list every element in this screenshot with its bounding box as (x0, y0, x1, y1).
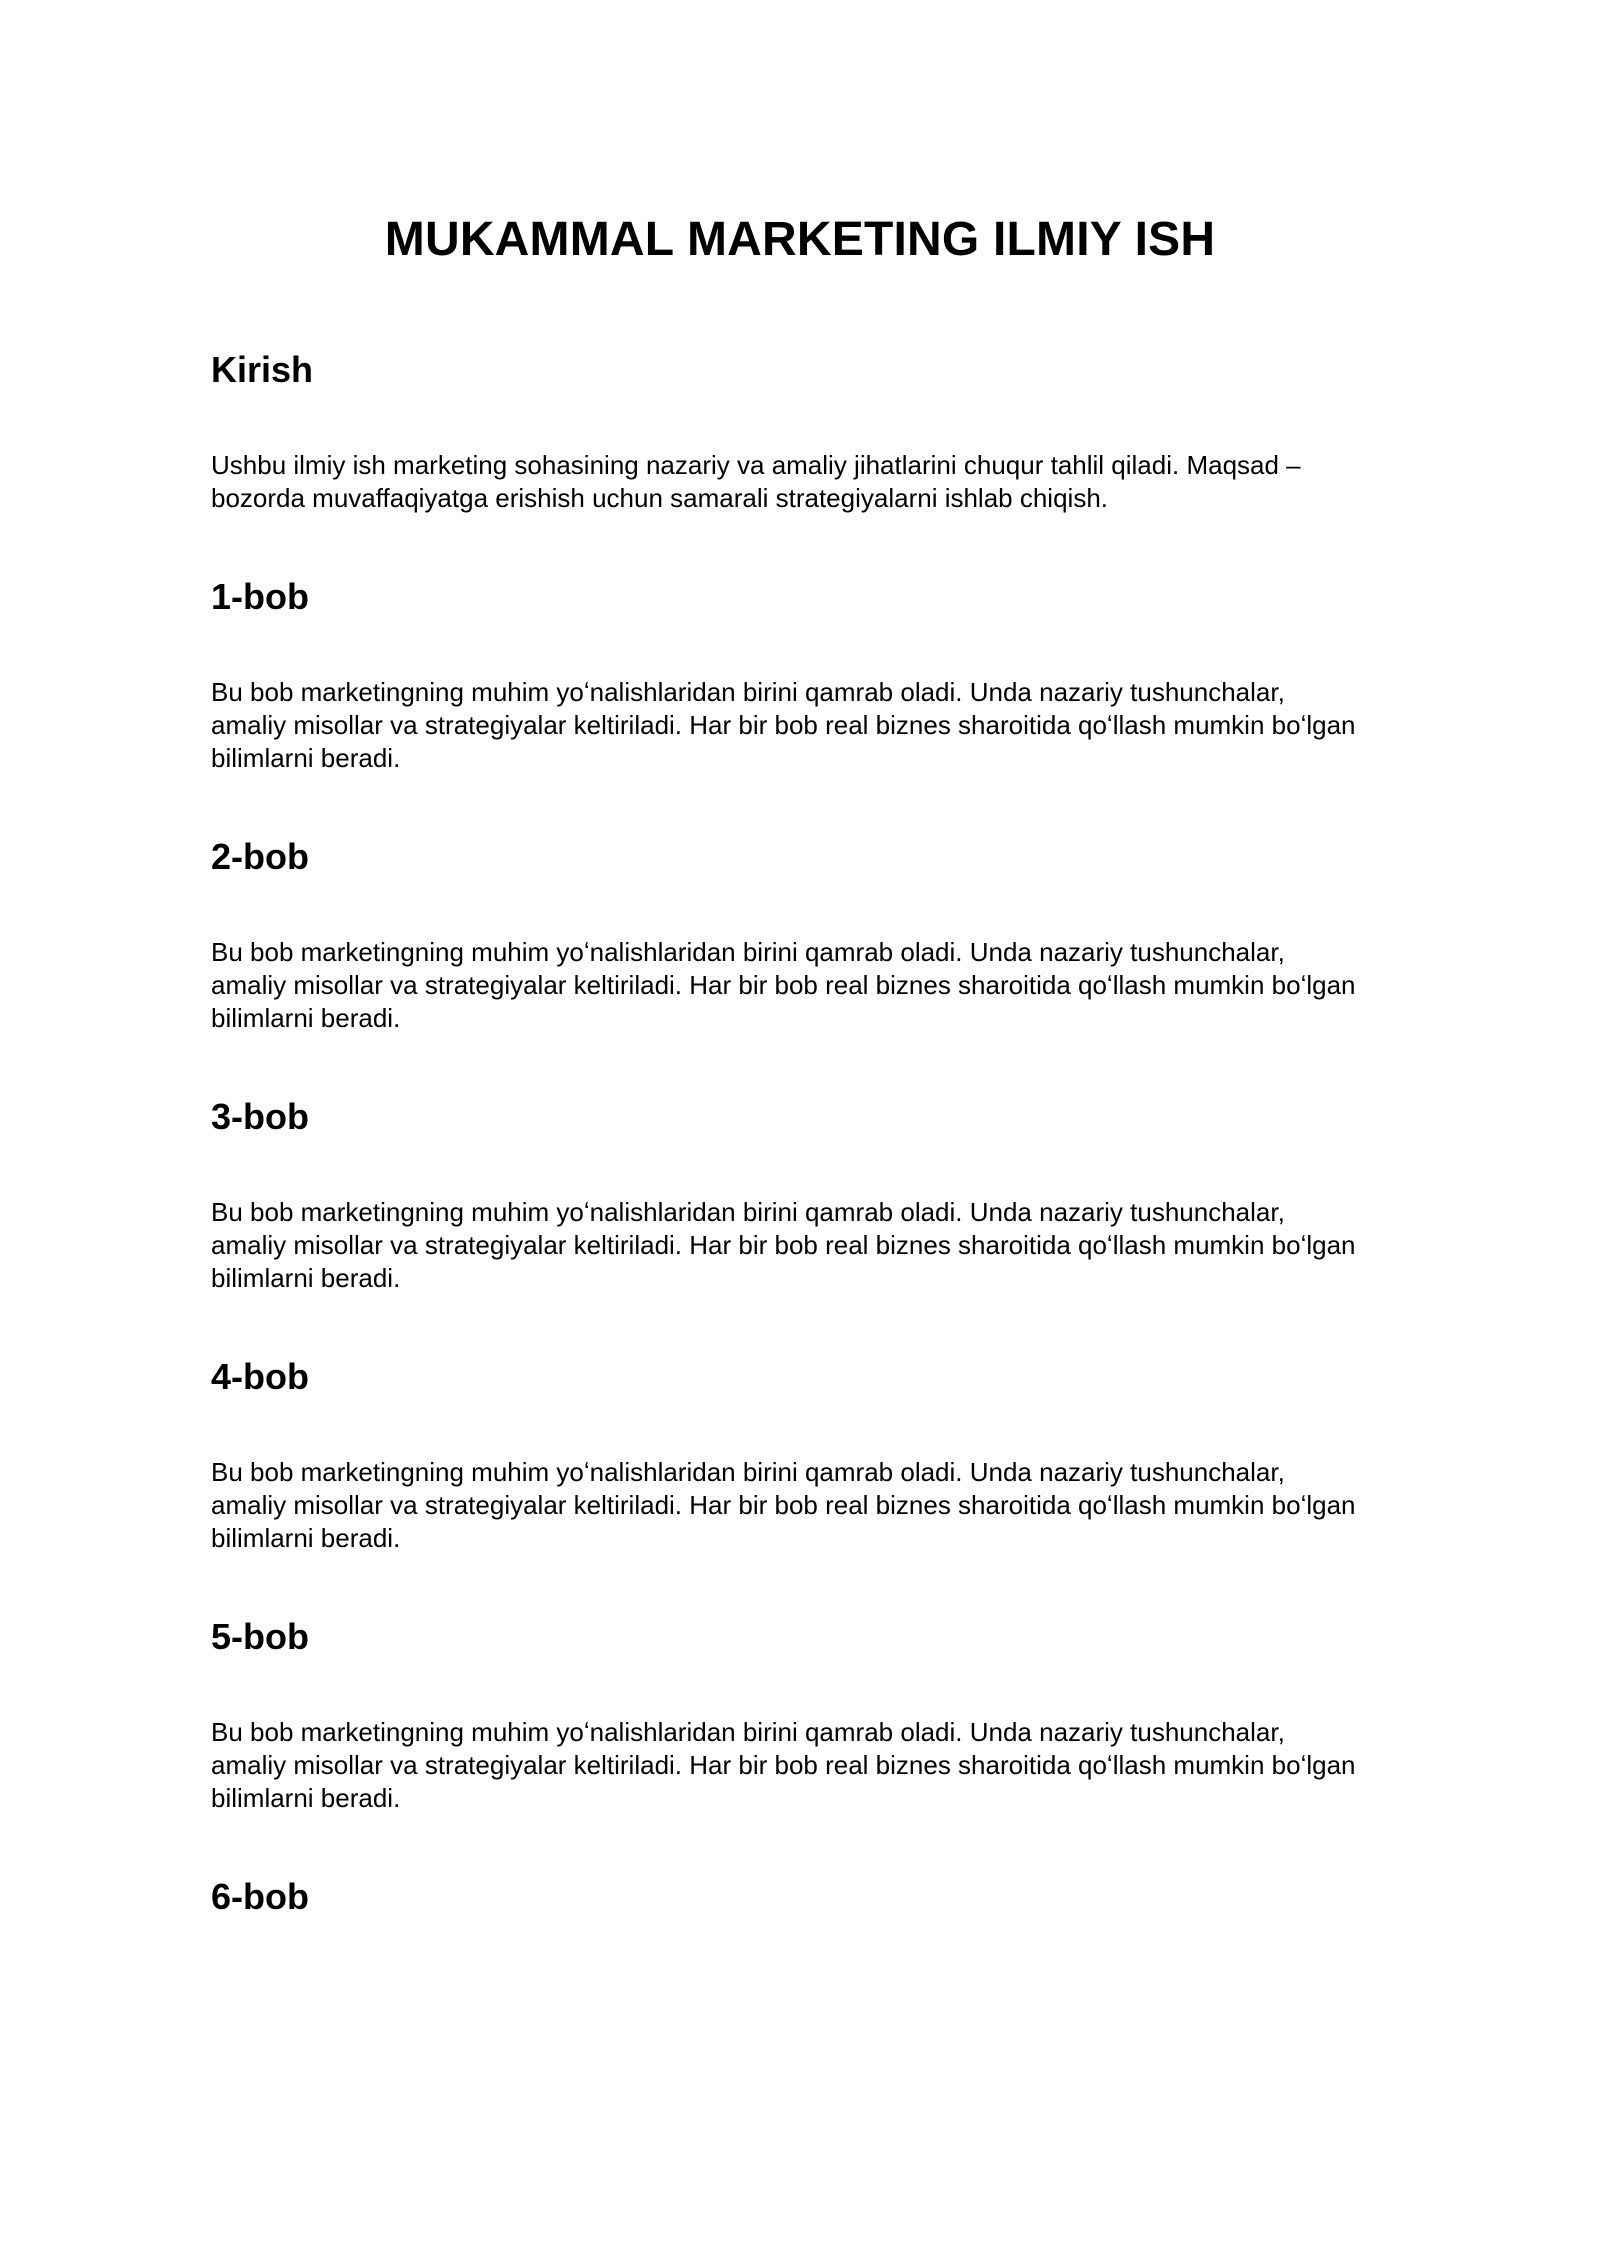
section-paragraph: Bu bob marketingning muhim yoʻnalishlaridan birini qamrab oladi. Unda nazariy tushunchalar, amaliy misollar va strategiyalar keltiriladi. Har bir bob real biznes sharoitida qoʻllash mumkin boʻlgan bilimlarni beradi. (211, 1457, 1356, 1553)
document-title: MUKAMMAL MARKETING ILMIY ISH (384, 213, 1216, 266)
section-3-bob (211, 1095, 1411, 1295)
section-paragraph: Bu bob marketingning muhim yoʻnalishlaridan birini qamrab oladi. Unda nazariy tushunchalar, amaliy misollar va strategiyalar keltiriladi. Har bir bob real biznes sharoitida qoʻllash mumkin boʻlgan bilimlarni beradi. (211, 677, 1356, 773)
section-heading: 6-bob (211, 1876, 309, 1917)
section-heading: Kirish (211, 349, 314, 390)
section-heading: 3-bob (211, 1096, 309, 1137)
section-heading: 4-bob (211, 1356, 309, 1397)
section-4-bob (211, 1355, 1411, 1555)
section-5-bob (211, 1615, 1411, 1815)
section-paragraph: Bu bob marketingning muhim yoʻnalishlaridan birini qamrab oladi. Unda nazariy tushunchalar, amaliy misollar va strategiyalar keltiriladi. Har bir bob real biznes sharoitida qoʻllash mumkin boʻlgan bilimlarni beradi. (211, 937, 1356, 1033)
section-1-bob (211, 575, 1411, 775)
section-heading: 2-bob (211, 836, 309, 877)
section-heading: 5-bob (211, 1616, 309, 1657)
section-kirish (211, 348, 1411, 515)
section-paragraph: Bu bob marketingning muhim yoʻnalishlaridan birini qamrab oladi. Unda nazariy tushunchalar, amaliy misollar va strategiyalar keltiriladi. Har bir bob real biznes sharoitida qoʻllash mumkin boʻlgan bilimlarni beradi. (211, 1717, 1356, 1813)
section-paragraph: Ushbu ilmiy ish marketing sohasining nazariy va amaliy jihatlarini chuqur tahlil qiladi. Maqsad – bozorda muvaffaqiyatga erishish uchun samarali strategiyalarni ishlab chiqish. (211, 450, 1301, 513)
section-6-bob (211, 1875, 1411, 1919)
section-2-bob (211, 835, 1411, 1035)
section-heading: 1-bob (211, 576, 309, 617)
document-sections (211, 348, 1411, 1919)
section-paragraph: Bu bob marketingning muhim yoʻnalishlaridan birini qamrab oladi. Unda nazariy tushunchalar, amaliy misollar va strategiyalar keltiriladi. Har bir bob real biznes sharoitida qoʻllash mumkin boʻlgan bilimlarni beradi. (211, 1197, 1356, 1293)
